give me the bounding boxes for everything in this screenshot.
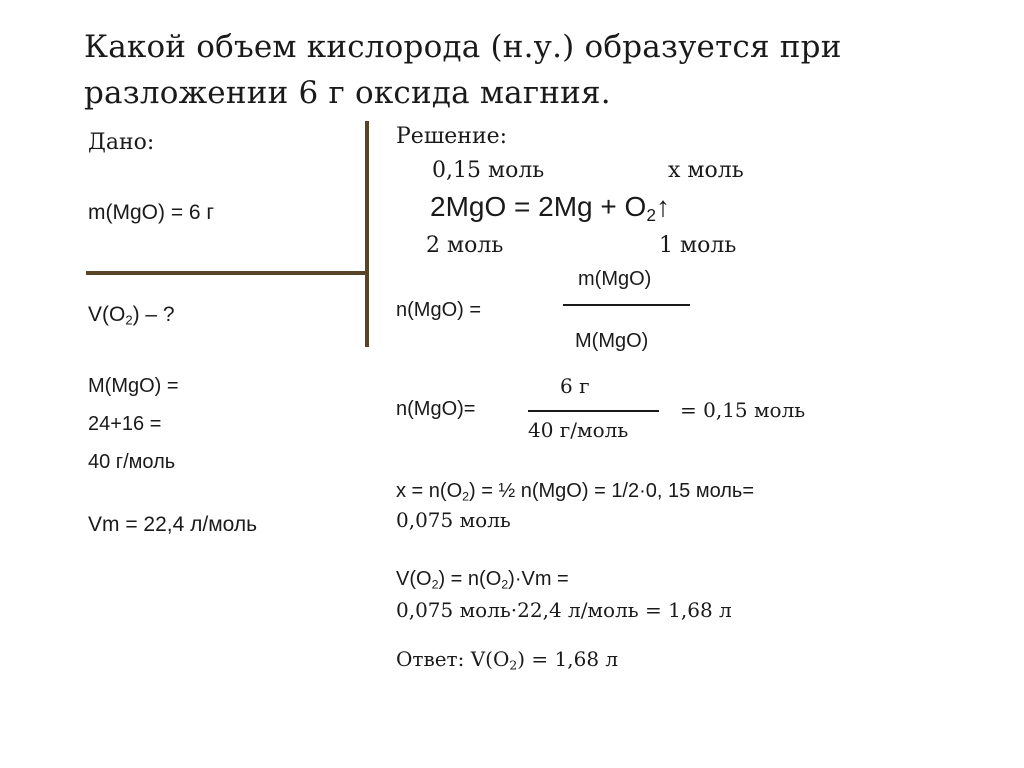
equation-main: 2MgO = 2Mg + O — [430, 191, 647, 222]
vm-value: Vm = 22,4 л/моль — [88, 513, 258, 536]
equation-above-left: 0,15 моль — [432, 158, 545, 183]
formula-denominator: M(MgO) — [575, 330, 649, 352]
volume-line-1-a: V(O — [396, 568, 432, 590]
equation-below-left: 2 моль — [426, 233, 504, 258]
given-find-sub: 2 — [125, 312, 133, 328]
given-find-suffix: ) – ? — [132, 303, 175, 326]
given-mass: m(MgO) = 6 г — [88, 201, 215, 224]
horizontal-divider — [86, 271, 369, 275]
x-line-1 — [396, 480, 754, 503]
title-line-2: разложении 6 г оксида магния. — [84, 75, 611, 111]
calc-numerator: 6 г — [560, 374, 590, 398]
molar-mass-line-3: 40 г/моль — [88, 451, 176, 473]
volume-line-1-sub1: 2 — [431, 577, 439, 592]
calc-result: = 0,15 моль — [680, 398, 806, 422]
answer-a: Ответ: V(O — [396, 647, 510, 671]
answer — [396, 647, 618, 671]
calc-denominator: 40 г/моль — [528, 418, 629, 442]
volume-line-1 — [396, 568, 569, 591]
slide-title — [84, 24, 964, 116]
answer-b: ) = 1,68 л — [517, 647, 619, 671]
given-heading: Дано: — [88, 130, 155, 155]
given-find-prefix: V(O — [88, 303, 126, 326]
calc-label: n(MgO)= — [396, 398, 476, 420]
volume-line-1-b: ) = n(O — [438, 568, 502, 590]
solution-heading: Решение: — [396, 124, 508, 149]
formula-numerator: m(MgO) — [578, 268, 652, 290]
molar-mass-line-2: 24+16 = — [88, 413, 162, 435]
volume-line-2: 0,075 моль·22,4 л/моль = 1,68 л — [396, 598, 732, 622]
calc-fraction-bar — [528, 410, 659, 412]
molar-mass-line-1: M(MgO) = — [88, 375, 179, 397]
x-line-1-a: x = n(O — [396, 480, 463, 502]
vertical-divider — [365, 121, 369, 347]
x-line-1-sub: 2 — [462, 489, 470, 504]
formula-label: n(MgO) = — [396, 299, 482, 321]
equation-above-right: x моль — [668, 158, 744, 183]
x-line-2: 0,075 моль — [396, 508, 511, 532]
volume-line-1-c: )·Vm = — [508, 568, 569, 590]
equation-sub: 2 — [646, 204, 656, 225]
x-line-1-b: ) = ½ n(MgO) = 1/2·0, 15 моль= — [469, 480, 755, 502]
equation-below-right: 1 моль — [659, 233, 737, 258]
volume-line-1-sub2: 2 — [501, 577, 509, 592]
reaction-equation — [430, 191, 670, 223]
given-find — [88, 303, 175, 327]
formula-fraction-bar — [563, 304, 690, 306]
title-line-1: Какой объем кислорода (н.у.) образуется при — [84, 29, 842, 65]
up-arrow-icon: ↑ — [655, 191, 670, 222]
answer-sub: 2 — [509, 657, 518, 673]
